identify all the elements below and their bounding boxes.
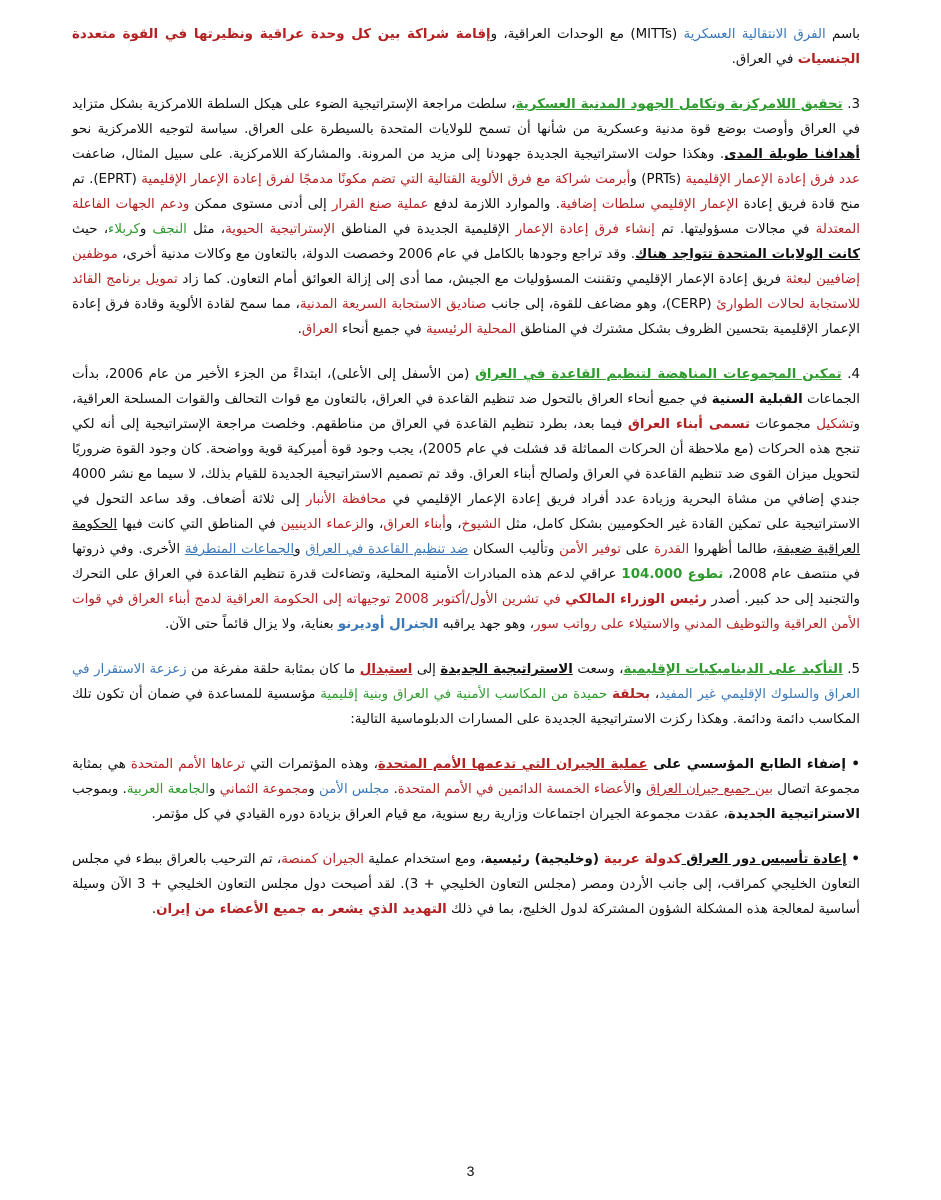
paragraph-heading: تمكين المجموعات المناهضة لتنظيم القاعدة في العراق [474, 367, 842, 382]
paragraph-3: 3. تحقيق اللامركزية وتكامل الجهود المدنية العسكرية، سلطت مراجعة الإستراتيجية الضوء على هيكل السلطة اللامركزية بشكل متزايد في العراق وأوصت بوضع قوة مدنية وعسكرية من شأنها أن تسمح للولايات المتحدة بالسيطرة على العراق. سياسة لتوجيه اللامركزية نحو أهدافنا طويلة المدى. وهكذا حولت الاستراتيجية الجديدة جهودنا إلى مزيد من المرونة. والمشاركة اللامركزية. على سبيل المثال، ضاعفت عدد فرق إعادة الإعمار الإقليمية (PRTs) وأبرمت شراكة مع فرق الألوية القتالية التي تضم مكونًا مدمجًا لفرق إعادة الإعمار الإقليمية (EPRT). تم منح قادة فريق إعادة الإعمار الإقليمي سلطات إضافية. والموارد اللازمة لدفع عملية صنع القرار إلى أدنى مستوى ممكن ودعم الجهات الفاعلة المعتدلة في مجالات مسؤوليتها. تم إنشاء فرق إعادة الإعمار الإقليمية الجديدة في المناطق الإستراتيجية الحيوية، مثل النجف وكربلاء، حيث كانت الولايات المتحدة تتواجد هناك. وقد تراجع وجودها بالكامل في عام 2006 وخصصت الدولة، بالتعاون مع وكالات مدنية أخرى، موظفين إضافيين لبعثة فريق إعادة الإعمار الإقليمي وتقننت المسؤوليات مع الجيش، مما أدى إلى إزالة العوائق أمام التعاون. كما زاد تمويل برنامج القائد للاستجابة لحالات الطوارئ (CERP)، وهو مضاعف للقوة، إلى جانب صناديق الاستجابة السريعة المدنية، مما سمح لقادة الألوية وقادة فرق إعادة الإعمار الإقليمية بتحسين الظروف بشكل مشترك في المناطق المحلية الرئيسية في جميع أنحاء العراق. [72, 97, 861, 337]
bullet-dot: • [845, 757, 860, 772]
paragraph-5: 5. التأكيد على الديناميكيات الإقليمية، وسعت الاستراتيجية الجديدة إلى استبدال ما كان بمثابة حلقة مفرغة من زعزعة الاستقرار في العراق والسلوك الإقليمي غير المفيد، بحلقة حميدة من المكاسب الأمنية في العراق وبنية إقليمية مؤسسية للمساعدة في ضمان أن تكون تلك المكاسب دائمة ودائمة. وهكذا ركزت الاستراتيجية الجديدة على المسارات الدبلوماسية التالية: [72, 662, 861, 727]
page-number: 3 [466, 1163, 475, 1179]
paragraph-number: 5. [842, 662, 860, 677]
document-page [72, 22, 860, 1172]
mitts-link-text: الفرق الانتقالية العسكرية [683, 27, 826, 42]
intro-text: في العراق. [731, 52, 798, 67]
paragraph-4: 4. تمكين المجموعات المناهضة لتنظيم القاعدة في العراق (من الأسفل إلى الأعلى)، ابتداءً من الجزء الأخير من عام 2006، بدأت الجماعات القبلية السنية في جميع أنحاء العراق بالتحول ضد تنظيم القاعدة في العراق، بالتعاون مع قوات التحالف والقوات المسلحة العراقية، وتشكيل مجموعات تسمى أبناء العراق فيما بعد، بطرد تنظيم القاعدة في العراق من مناطقهم. وخلصت مراجعة الإستراتيجية إلى أنه لكي تنجح هذه الحركات (مع ملاحظة أن الحركات المماثلة قد فشلت في عام 2005)، يجب وجود قوة أميركية قوية وواضحة. كان وجود القوة ضروريًا لتحويل ميزان القوى ضد تنظيم القاعدة في العراق ولصالح أبناء العراق. وقد تم تصميم الاستراتيجية الجديدة للقيام بذلك، لا سيما مع نشر 4000 جندي إضافي من مشاة البحرية وزيادة عدد أفراد فريق إعادة الإعمار الإقليمي في محافظة الأنبار إلى ثلاثة أضعاف. وقد ساعد التحول في الاستراتيجية على تمكين القادة غير الحكوميين بشكل كامل، مثل الشيوخ، وأبناء العراق، والزعماء الدينيين في المناطق التي كانت فيها الحكومة العراقية ضعيفة، طالما أظهروا القدرة على توفير الأمن وتأليب السكان ضد تنظيم القاعدة في العراق والجماعات المتطرفة الأخرى. وفي ذروتها في منتصف عام 2008، تطوع 104.000 عراقي لدعم هذه المبادرات الأمنية المحلية، وتضاءلت قدرة تنظيم القاعدة في العراق على التحرك والتجنيد إلى حد كبير. أصدر رئيس الوزراء المالكي في تشرين الأول/أكتوبر 2008 توجيهاته إلى الحكومة العراقية لدمج أبناء العراق في قوات الأمن العراقية والتوظيف المدني والاستيلاء على رواتب سور، وهو جهد يراقبه الجنرال أوديرنو بعناية، ولا يزال قائماً حتى الآن. [72, 367, 861, 632]
intro-text: (MITTs) مع الوحدات العراقية، و [490, 27, 684, 42]
paragraph-number: 4. [841, 367, 861, 382]
bullet-2: • إعادة تأسيس دور العراق كدولة عربية (وخليجية) رئيسية، ومع استخدام عملية الجيران كمنصة، تم الترحيب بالعراق ببطء في مجلس التعاون الخليجي كمراقب، إلى جانب الأردن ومصر (مجلس التعاون الخليجي + 3). لقد أصبحت دول مجلس التعاون الخليجي + 3 الآن وسيلة أساسية لمعالجة هذه المشكلة الشؤون المشتركة لدول الخليج، بما في ذلك التهديد الذي يشعر به جميع الأعضاء من إيران. [72, 852, 860, 917]
paragraph-heading: التأكيد على الديناميكيات الإقليمية [623, 662, 843, 677]
partnership-highlight: إقامة شراكة بين كل وحدة عراقية ونظيرتها في القوة متعددة الجنسيات [72, 27, 860, 67]
intro-text: باسم [825, 27, 860, 42]
intro-paragraph [72, 22, 860, 72]
paragraph-heading: تحقيق اللامركزية وتكامل الجهود المدنية العسكرية [515, 97, 843, 112]
bullet-dot: • [846, 852, 860, 867]
bullet-1: • إضفاء الطابع المؤسسي على عملية الجيران التي تدعمها الأمم المتحدة، وهذه المؤتمرات التي ترعاها الأمم المتحدة هي بمثابة مجموعة اتصال بين جميع جيران العراق والأعضاء الخمسة الدائمين في الأمم المتحدة. مجلس الأمن ومجموعة الثماني والجامعة العربية. وبموجب الاستراتيجية الجديدة، عقدت مجموعة الجيران اجتماعات وزارية ربع سنوية، مع قيام العراق بزيادة دوره القيادي في كل مؤتمر. [72, 757, 860, 822]
paragraph-number: 3. [842, 97, 860, 112]
